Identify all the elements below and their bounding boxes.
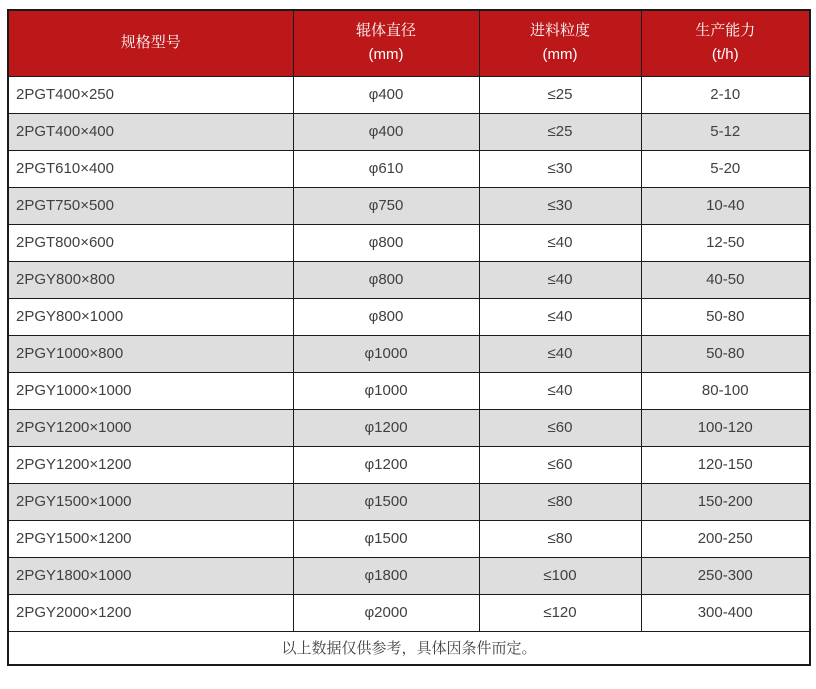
cell-roller-diameter: φ800 <box>293 224 479 261</box>
cell-capacity: 40-50 <box>641 261 810 298</box>
cell-capacity: 2-10 <box>641 76 810 113</box>
cell-roller-diameter: φ1000 <box>293 335 479 372</box>
cell-feed-size: ≤40 <box>479 224 641 261</box>
header-label-feed-size: 进料粒度 <box>529 22 590 40</box>
header-cell-capacity <box>641 10 810 76</box>
header-unit-capacity: (t/h) <box>711 46 739 64</box>
cell-feed-size: ≤100 <box>479 557 641 594</box>
cell-roller-diameter: φ750 <box>293 187 479 224</box>
table-row <box>8 113 810 150</box>
cell-roller-diameter: φ2000 <box>293 594 479 631</box>
table-row <box>8 446 810 483</box>
cell-roller-diameter: φ1000 <box>293 372 479 409</box>
table-row <box>8 557 810 594</box>
cell-capacity: 250-300 <box>641 557 810 594</box>
cell-model: 2PGY1000×1000 <box>8 372 293 409</box>
table-row <box>8 150 810 187</box>
footer-note: 以上数据仅供参考，具体因条件而定。 <box>8 631 810 665</box>
cell-model: 2PGY1000×800 <box>8 335 293 372</box>
cell-feed-size: ≤80 <box>479 483 641 520</box>
table-row <box>8 298 810 335</box>
cell-capacity: 300-400 <box>641 594 810 631</box>
header-row <box>8 10 810 76</box>
cell-roller-diameter: φ400 <box>293 113 479 150</box>
table-row <box>8 372 810 409</box>
cell-roller-diameter: φ800 <box>293 298 479 335</box>
cell-model: 2PGY1500×1200 <box>8 520 293 557</box>
cell-capacity: 200-250 <box>641 520 810 557</box>
table-row <box>8 409 810 446</box>
cell-feed-size: ≤80 <box>479 520 641 557</box>
cell-model: 2PGY800×1000 <box>8 298 293 335</box>
cell-roller-diameter: φ800 <box>293 261 479 298</box>
cell-feed-size: ≤25 <box>479 113 641 150</box>
cell-capacity: 5-12 <box>641 113 810 150</box>
table-row <box>8 335 810 372</box>
cell-feed-size: ≤40 <box>479 261 641 298</box>
cell-capacity: 50-80 <box>641 335 810 372</box>
cell-feed-size: ≤40 <box>479 298 641 335</box>
cell-capacity: 100-120 <box>641 409 810 446</box>
spec-table <box>7 9 811 666</box>
cell-capacity: 150-200 <box>641 483 810 520</box>
table-row <box>8 483 810 520</box>
cell-model: 2PGY800×800 <box>8 261 293 298</box>
cell-roller-diameter: φ1200 <box>293 446 479 483</box>
header-label-roller-diameter: 辊体直径 <box>355 22 416 40</box>
cell-model: 2PGT400×250 <box>8 76 293 113</box>
cell-capacity: 80-100 <box>641 372 810 409</box>
table-row <box>8 594 810 631</box>
cell-capacity: 10-40 <box>641 187 810 224</box>
cell-roller-diameter: φ1800 <box>293 557 479 594</box>
cell-feed-size: ≤25 <box>479 76 641 113</box>
header-label-model: 规格型号 <box>120 34 181 52</box>
header-cell-roller-diameter <box>293 10 479 76</box>
cell-capacity: 50-80 <box>641 298 810 335</box>
table-row <box>8 187 810 224</box>
cell-model: 2PGY1800×1000 <box>8 557 293 594</box>
cell-model: 2PGY2000×1200 <box>8 594 293 631</box>
cell-roller-diameter: φ1200 <box>293 409 479 446</box>
cell-capacity: 5-20 <box>641 150 810 187</box>
cell-roller-diameter: φ610 <box>293 150 479 187</box>
cell-feed-size: ≤40 <box>479 372 641 409</box>
header-unit-feed-size: (mm) <box>542 46 578 64</box>
cell-model: 2PGY1200×1200 <box>8 446 293 483</box>
cell-model: 2PGY1200×1000 <box>8 409 293 446</box>
cell-model: 2PGT400×400 <box>8 113 293 150</box>
cell-roller-diameter: φ1500 <box>293 520 479 557</box>
cell-roller-diameter: φ1500 <box>293 483 479 520</box>
header-label-capacity: 生产能力 <box>695 22 756 40</box>
table-row <box>8 261 810 298</box>
cell-capacity: 120-150 <box>641 446 810 483</box>
table-row <box>8 76 810 113</box>
cell-model: 2PGY1500×1000 <box>8 483 293 520</box>
cell-model: 2PGT610×400 <box>8 150 293 187</box>
spec-table-body <box>8 76 810 631</box>
header-unit-roller-diameter: (mm) <box>368 46 404 64</box>
spec-table-footer <box>8 631 810 665</box>
cell-capacity: 12-50 <box>641 224 810 261</box>
cell-model: 2PGT800×600 <box>8 224 293 261</box>
cell-feed-size: ≤60 <box>479 409 641 446</box>
cell-feed-size: ≤30 <box>479 150 641 187</box>
header-cell-feed-size <box>479 10 641 76</box>
table-row <box>8 520 810 557</box>
cell-feed-size: ≤60 <box>479 446 641 483</box>
cell-feed-size: ≤30 <box>479 187 641 224</box>
footer-row <box>8 631 810 665</box>
table-row <box>8 224 810 261</box>
cell-roller-diameter: φ400 <box>293 76 479 113</box>
header-cell-model <box>8 10 293 76</box>
cell-model: 2PGT750×500 <box>8 187 293 224</box>
cell-feed-size: ≤40 <box>479 335 641 372</box>
cell-feed-size: ≤120 <box>479 594 641 631</box>
spec-table-header <box>8 10 810 76</box>
